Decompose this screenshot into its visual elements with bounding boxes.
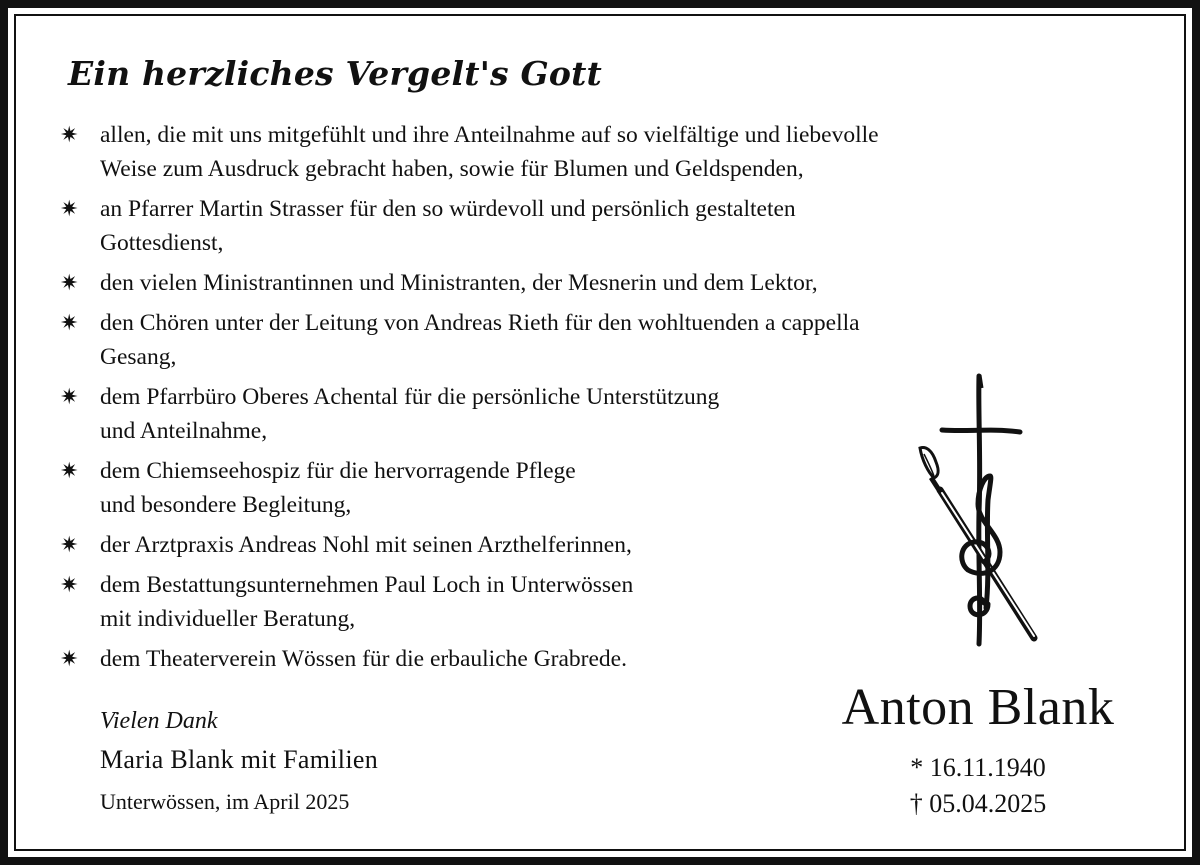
deceased-name: Anton Blank [841,679,1115,736]
life-dates [800,750,1156,822]
list-item-text: dem Bestattungsunternehmen Paul Loch in Unterwössen mit individueller Beratung, [100,572,634,632]
star-bullet-icon: ✷ [60,533,79,558]
star-bullet-icon: ✷ [60,271,79,296]
star-bullet-icon: ✷ [60,459,79,484]
star-bullet-icon: ✷ [60,197,79,222]
list-item [60,118,879,186]
list-item [60,306,879,374]
star-bullet-icon: ✷ [60,123,79,148]
list-item-text: dem Theaterverein Wössen für die erbauliche Grabrede. [100,646,627,672]
star-bullet-icon: ✷ [60,647,79,672]
list-item [60,192,879,260]
list-item [60,454,879,522]
star-bullet-icon: ✷ [60,311,79,336]
birth-date: * 16.11.1940 [910,753,1046,782]
list-item-text: dem Pfarrbüro Oberes Achental für die persönliche Unterstützung und Anteilnahme, [100,384,720,444]
star-bullet-icon: ✷ [60,573,79,598]
thanks-list [60,118,879,682]
list-item [60,266,879,300]
list-item [60,568,879,636]
closing-thanks: Vielen Dank [100,708,218,734]
list-item-text: der Arztpraxis Andreas Nohl mit seinen Arzthelferinnen, [100,532,632,558]
list-item [60,380,879,448]
closing-block [100,704,378,818]
list-item [60,528,879,562]
cross-brush-clef-emblem [912,372,1048,648]
list-item-text: den Chören unter der Leitung von Andreas Rieth für den wohltuenden a cappella Gesang, [100,310,860,370]
star-bullet-icon: ✷ [60,385,79,410]
list-item-text: dem Chiemseehospiz für die hervorragende Pflege und besondere Begleitung, [100,458,576,518]
closing-place-date: Unterwössen, im April 2025 [100,789,350,814]
death-date: † 05.04.2025 [909,789,1047,818]
list-item-text: an Pfarrer Martin Strasser für den so würdevoll und persönlich gestalteten Gottesdienst, [100,196,796,256]
list-item-text: den vielen Ministrantinnen und Ministranten, der Mesnerin und dem Lektor, [100,270,818,296]
list-item-text: allen, die mit uns mitgefühlt und ihre Anteilnahme auf so vielfältige und liebevolle Weise zum Ausdruck gebracht haben, sowie für Blumen und Geldspenden, [100,122,879,182]
closing-family: Maria Blank mit Familien [100,745,378,774]
list-item [60,642,879,676]
deceased-block [800,676,1156,822]
headline: Ein herzliches Vergelt's Gott [68,54,602,93]
